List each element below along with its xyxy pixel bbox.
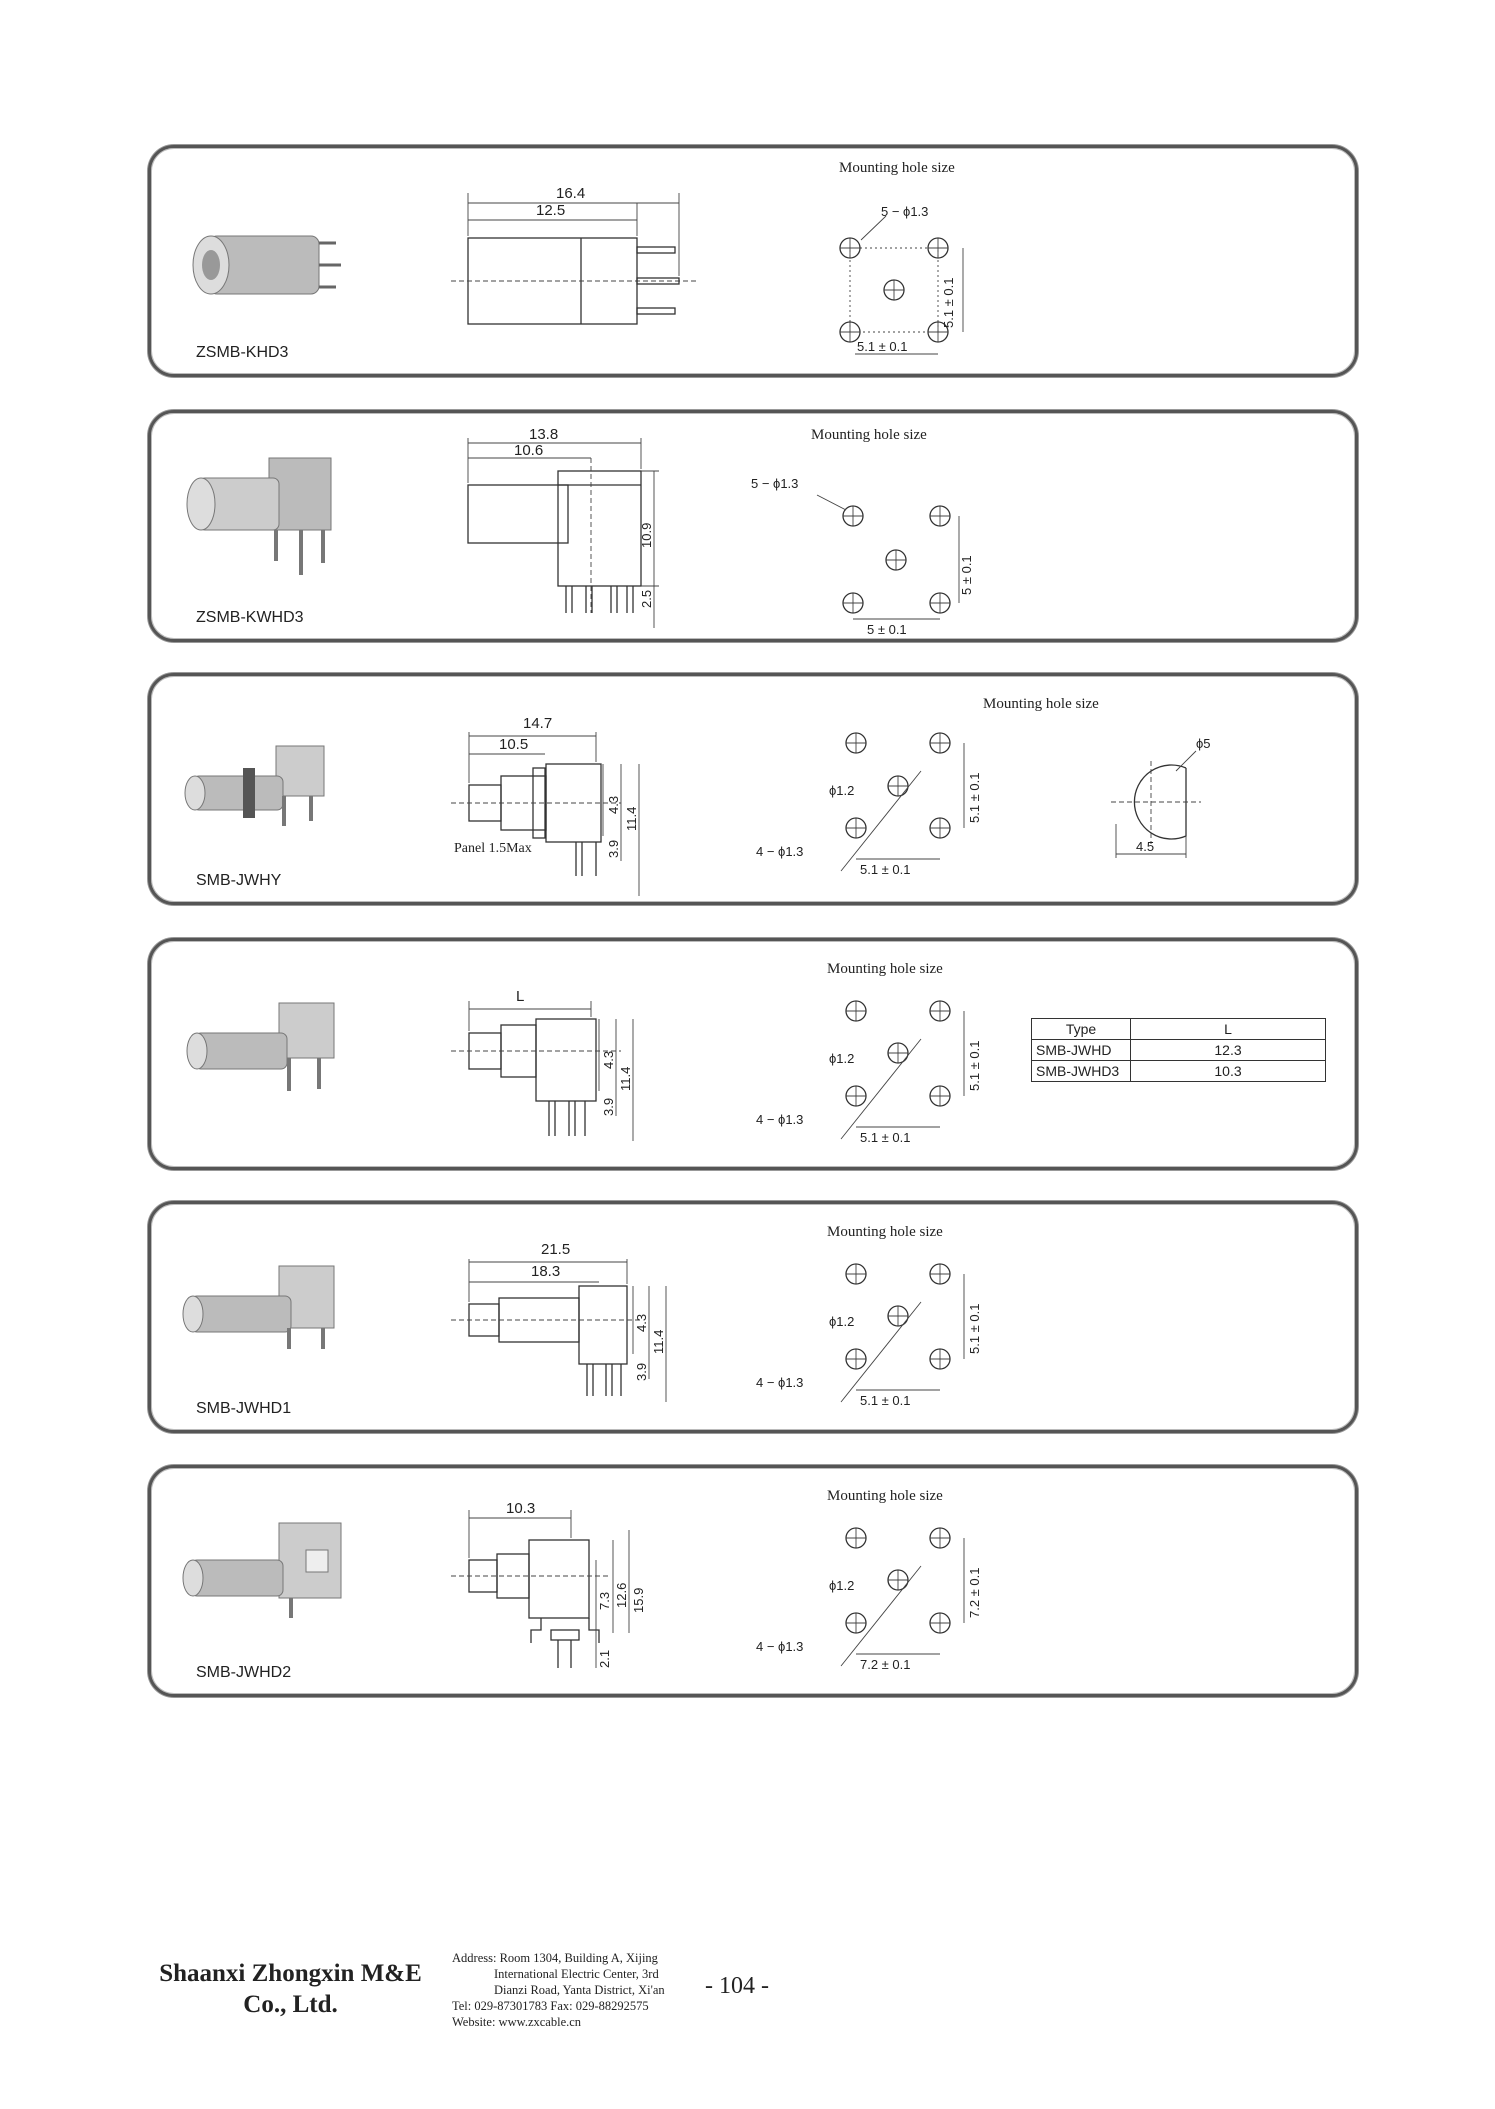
product-panel-smb-jwhy — [148, 673, 1358, 905]
dim-label: 10.9 — [639, 522, 654, 548]
dim-label: 11.4 — [624, 806, 639, 831]
dim-label: 10.6 — [514, 442, 544, 459]
dim-label: 5.1 ± 0.1 — [967, 1303, 982, 1354]
dim-label: 2.1 — [597, 1649, 612, 1668]
dim-label: 4.3 — [634, 1313, 649, 1332]
dim-label: 4.5 — [1136, 839, 1155, 854]
dim-label: 3.9 — [634, 1362, 649, 1381]
address-line: International Electric Center, 3rd — [494, 1967, 659, 1981]
product-panel-smb-jwhd — [148, 938, 1358, 1170]
company-address — [452, 1950, 692, 2030]
dim-label: 4.3 — [601, 1050, 616, 1069]
mounting-hole-title: Mounting hole size — [827, 961, 943, 977]
drawing-svg — [151, 1468, 1361, 1700]
dim-label: 4 − ϕ1.3 — [756, 844, 804, 859]
mounting-hole-pattern — [756, 733, 982, 877]
dim-label: 11.4 — [651, 1329, 666, 1354]
dim-label: 5.1 ± 0.1 — [941, 277, 956, 328]
dim-label: 7.3 — [597, 1591, 612, 1610]
dim-label: L — [516, 988, 525, 1005]
dim-label: 2.5 — [639, 589, 654, 608]
dim-label: 12.5 — [536, 202, 566, 219]
dim-label: 7.2 ± 0.1 — [860, 1657, 911, 1672]
product-panel-smb-jwhd1 — [148, 1201, 1358, 1433]
table-header: Type — [1032, 1019, 1131, 1040]
mounting-hole-pattern — [756, 1528, 982, 1672]
dim-label: 5.1 ± 0.1 — [860, 862, 911, 877]
mounting-hole-pattern — [751, 476, 974, 637]
dim-label: 4.3 — [606, 795, 621, 814]
table-header: L — [1131, 1019, 1326, 1040]
dim-label: 12.6 — [614, 1582, 629, 1608]
product-photo — [187, 458, 331, 575]
side-view-drawing — [451, 988, 633, 1141]
side-view-drawing — [468, 426, 659, 628]
model-label: SMB-JWHD2 — [196, 1664, 292, 1681]
drawing-svg — [151, 1204, 1361, 1436]
dim-label: 4 − ϕ1.3 — [756, 1375, 804, 1390]
dim-label: 21.5 — [541, 1241, 571, 1258]
table-cell: SMB-JWHD3 — [1032, 1061, 1131, 1082]
table-row — [1032, 1040, 1326, 1061]
address-line: Dianzi Road, Yanta District, Xi'an — [494, 1983, 665, 1997]
dim-label: 18.3 — [531, 1263, 561, 1280]
dim-label: 11.4 — [618, 1066, 633, 1091]
dim-label: 4 − ϕ1.3 — [756, 1112, 804, 1127]
dim-label: 10.3 — [506, 1500, 536, 1517]
panel-note: Panel 1.5Max — [454, 841, 532, 856]
side-view-drawing — [451, 715, 639, 896]
side-view-drawing — [451, 1500, 646, 1668]
dim-label: 5.1 ± 0.1 — [860, 1393, 911, 1408]
dim-label: 4 − ϕ1.3 — [756, 1639, 804, 1654]
table-cell: 12.3 — [1131, 1040, 1326, 1061]
product-photo — [185, 746, 324, 826]
address-line: Address: Room 1304, Building A, Xijing — [452, 1951, 658, 1965]
product-panel-zsmb-kwhd3 — [148, 410, 1358, 642]
dim-label: 5.1 ± 0.1 — [860, 1130, 911, 1145]
phone-fax: Tel: 029-87301783 Fax: 029-88292575 — [452, 1999, 649, 2013]
table-row — [1032, 1061, 1326, 1082]
company-name: Shaanxi Zhongxin M&E Co., Ltd. — [159, 1960, 422, 2018]
dim-label: 16.4 — [556, 185, 586, 202]
dim-label: 3.9 — [606, 839, 621, 858]
mounting-hole-title: Mounting hole size — [811, 427, 927, 443]
dim-label: ϕ1.2 — [829, 1051, 855, 1066]
drawing-svg — [151, 676, 1361, 908]
dim-label: ϕ1.2 — [829, 783, 855, 798]
dim-label: 10.5 — [499, 736, 529, 753]
table-cell: SMB-JWHD — [1032, 1040, 1131, 1061]
product-photo — [193, 236, 341, 294]
mounting-hole-title: Mounting hole size — [839, 160, 955, 176]
product-panel-zsmb-khd3 — [148, 145, 1358, 377]
model-label: SMB-JWHY — [196, 872, 282, 889]
mounting-hole-title: Mounting hole size — [827, 1488, 943, 1504]
website: Website: www.zxcable.cn — [452, 2015, 582, 2029]
product-panel-smb-jwhd2 — [148, 1465, 1358, 1697]
mounting-hole-title: Mounting hole size — [983, 696, 1099, 712]
dim-label: 5 − ϕ1.3 — [751, 476, 799, 491]
dim-label: 5.1 ± 0.1 — [857, 339, 908, 354]
panel-cutout — [1111, 736, 1211, 858]
dim-label: 3.9 — [601, 1097, 616, 1116]
mounting-hole-pattern — [840, 204, 963, 354]
side-view-drawing — [451, 185, 696, 324]
dim-label: 5.1 ± 0.1 — [967, 1040, 982, 1091]
model-label: ZSMB-KWHD3 — [196, 609, 304, 626]
dim-label: 15.9 — [631, 1587, 646, 1613]
product-photo — [187, 1003, 334, 1091]
product-photo — [183, 1266, 334, 1349]
model-label: SMB-JWHD1 — [196, 1400, 292, 1417]
product-photo — [183, 1523, 341, 1618]
page-number: - 104 - — [705, 1973, 769, 1999]
model-label: ZSMB-KHD3 — [196, 344, 289, 361]
mounting-hole-title: Mounting hole size — [827, 1224, 943, 1240]
dim-label: 13.8 — [529, 426, 559, 443]
dim-label: ϕ1.2 — [829, 1314, 855, 1329]
dim-label: ϕ1.2 — [829, 1578, 855, 1593]
mounting-hole-pattern — [756, 1001, 982, 1145]
mounting-hole-pattern — [756, 1264, 982, 1408]
dim-label: 5 − ϕ1.3 — [881, 204, 929, 219]
dim-label: 7.2 ± 0.1 — [967, 1567, 982, 1618]
drawing-svg — [151, 148, 1361, 380]
dim-label: 5 ± 0.1 — [867, 622, 907, 637]
type-length-table — [1031, 1018, 1326, 1082]
dim-label: ϕ5 — [1196, 736, 1211, 751]
dim-label: 14.7 — [523, 715, 553, 732]
table-cell: 10.3 — [1131, 1061, 1326, 1082]
dim-label: 5.1 ± 0.1 — [967, 772, 982, 823]
drawing-svg — [151, 413, 1361, 645]
side-view-drawing — [451, 1241, 666, 1402]
dim-label: 5 ± 0.1 — [959, 555, 974, 595]
